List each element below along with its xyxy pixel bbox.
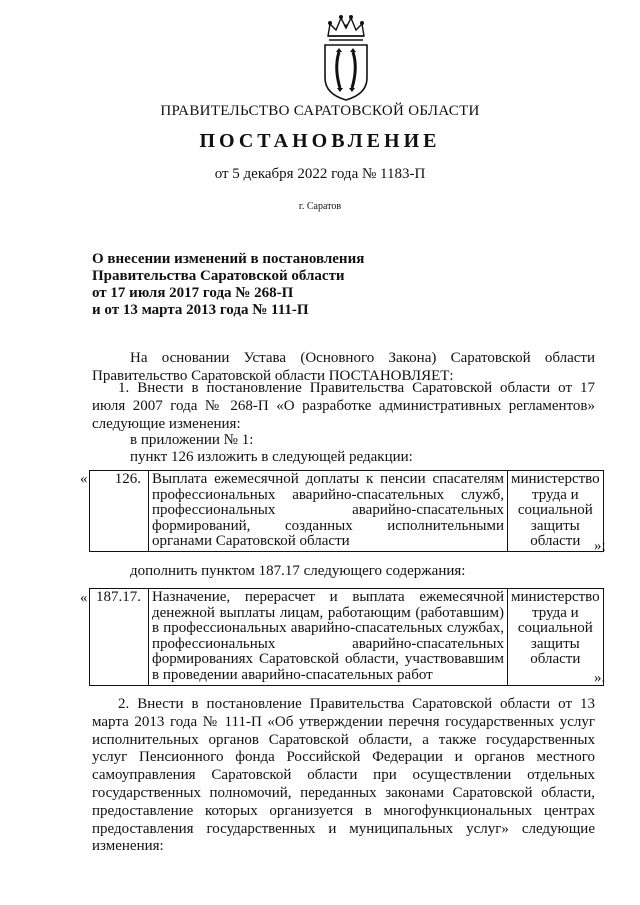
saratov-coat-of-arms-icon (318, 12, 374, 102)
table-2-ministry: министерство труда и социальной защиты области (508, 589, 604, 686)
document-city: г. Саратов (298, 201, 342, 212)
table-2-open-quote: « (80, 590, 88, 606)
table-1-ministry: министерство труда и социальной защиты области (508, 471, 604, 552)
table-2-text: Назначение, перерасчет и выплата ежемесячной денежной выплаты лицам, работающим (работавшим) в профессиональных аварийно-спасательных службах, профессиональных аварийно-спасательных формированиях Саратовской области, участвовавшим в проведении аварийно-спасательных работ (149, 589, 508, 686)
table-1 (89, 470, 604, 552)
appendix-line: в приложении № 1: (130, 432, 254, 448)
subject-line: от 17 июля 2017 года № 268-П (92, 285, 294, 301)
item-1-paragraph: 1. Внести в постановление Правительства Саратовской области от 17 июля 2007 года № 268-П «О разработке административных регламентов» следующие изменения: (92, 380, 595, 432)
table-1-number: 126. (90, 471, 149, 552)
subject-line: О внесении изменений в постановления (92, 251, 365, 267)
supplement-intro: дополнить пунктом 187.17 следующего содержания: (130, 563, 466, 579)
document-date-number: от 5 декабря 2022 года № 1183-П (214, 166, 426, 182)
table-1-close-quote: »; (594, 538, 606, 554)
government-name: ПРАВИТЕЛЬСТВО САРАТОВСКОЙ ОБЛАСТИ (160, 103, 480, 119)
point-126-intro: пункт 126 изложить в следующей редакции: (130, 449, 413, 465)
item-2-paragraph: 2. Внести в постановление Правительства Саратовской области от 13 марта 2013 года № 111-П «Об утверждении перечня государственных услуг исполнительных органов Саратовской области, а также государственных услуг Пенсионного фонда Российской Федерации и органов местного самоуправления Саратовской области при осуществлении отдельных государственных полномочий, переданных законами Саратовской области, предоставление которых организуется в многофункциональных центрах предоставления государственных и муниципальных услуг» следующие изменения: (92, 696, 595, 855)
document-type: ПОСТАНОВЛЕНИЕ (199, 130, 441, 152)
table-row (90, 589, 604, 686)
table-1-open-quote: « (80, 471, 88, 487)
table-2-number: 187.17. (90, 589, 149, 686)
table-row (90, 471, 604, 552)
table-2 (89, 588, 604, 686)
subject-line: и от 13 марта 2013 года № 111-П (92, 302, 309, 318)
preamble-paragraph: На основании Устава (Основного Закона) Саратовской области Правительство Саратовской области ПОСТАНОВЛЯЕТ: (92, 350, 595, 384)
subject-line: Правительства Саратовской области (92, 268, 345, 284)
document-subject (92, 251, 512, 319)
table-2-close-quote: ». (594, 670, 606, 686)
table-1-text: Выплата ежемесячной доплаты к пенсии спасателям профессиональных аварийно-спасательных служб, профессиональных аварийно-спасательных формирований, созданных исполнительными органами Саратовской области (149, 471, 508, 552)
